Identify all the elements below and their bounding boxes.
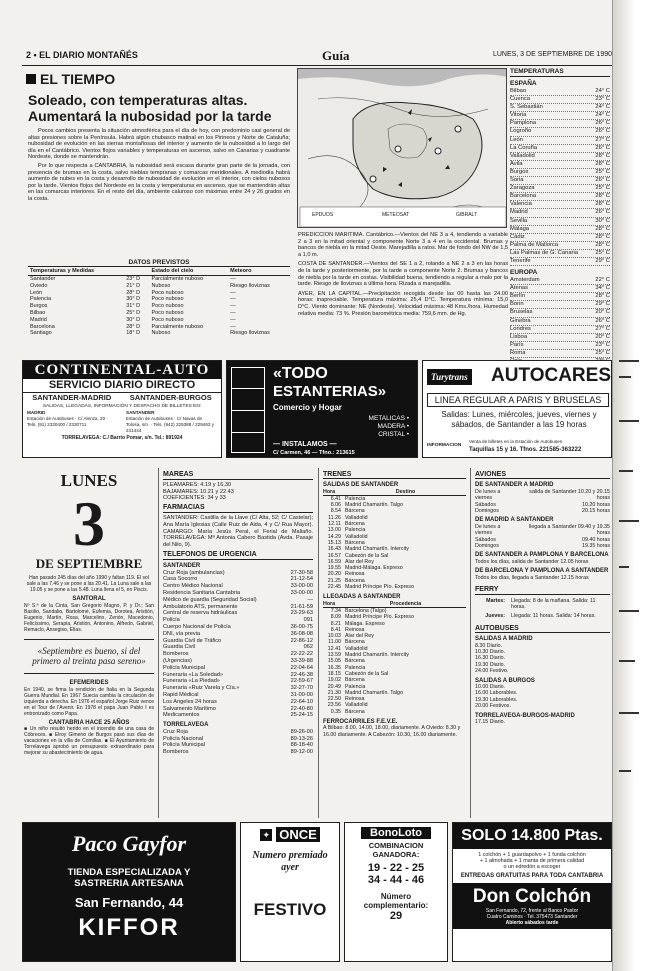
emergency-santander-title: SANTANDER (163, 562, 201, 569)
colchon-price: SOLO 14.800 Ptas. (453, 823, 611, 849)
train-row: 20.20 Reinosa (327, 571, 365, 578)
bonoloto-label: COMBINACION (368, 841, 424, 850)
train-row: 19.02 Bárcena (327, 677, 365, 684)
city-temperature: Málaga 28° C (510, 226, 610, 234)
phone-row: Casa Socorro 21-12-54 (163, 576, 313, 583)
weather-article (28, 128, 290, 205)
gayfor-address: San Fernando, 44 (74, 895, 184, 910)
flights-title: AVIONES (475, 472, 610, 479)
city-temperature: Barcelona 28° C (510, 193, 610, 201)
pharmacies-text: SANTANDER: Castilla de la Llave (C/ Alta, 52; C/ Castelar); Ana María Iglesias (Calle Ruiz de Alda, 4 y C/ Rua Mayor). CAMARGO: María Jesús Peral, el Ferial de Maliaño. TORRELAVEGA: Mª Antonia Cabero Bastida (Avda. Pasaje del Nilo, 9). (163, 514, 313, 549)
turytrans-info: Venta de billetes en la Estación de Autobuses (469, 439, 562, 444)
flight-row: Domingos 20.15 horas (475, 508, 610, 515)
train-row: 6.41 Palencia (330, 495, 366, 502)
forecast-cell: Riesgo lloviznas (230, 282, 270, 289)
europe-temperatures (510, 277, 610, 366)
flight-row: De lunes a viernes salida de Santander 10.20 y 20.15 horas (475, 488, 610, 502)
forecast-cell: 23° D (126, 276, 141, 282)
city-temperature: Zaragoza 25° C (510, 185, 610, 193)
bus-row: 19.30 Diario. (475, 661, 506, 668)
phone-row: Cruz Roja 89-26-00 (163, 728, 313, 735)
train-row: 20.49 Palencia (327, 683, 366, 690)
forecast-cell: 30° D (126, 296, 141, 303)
train-row: 21.30 Madrid Chamartín. Talgo (327, 689, 403, 696)
city-temperature: París 23° C (510, 342, 610, 350)
forecast-cell: León (30, 289, 43, 296)
coast-prediction: COSTA DE SANTANDER.—Vientos del SE 1 a 2, rolando a NE 2 a 3 en las horas de la tarde y posteriormente, por la tarde a componente Norte 2. Brumas y bancos de niebla por la tarde en costas. Visibilidad buena, tendiendo a regular a malo por la tarde. Riesgo de lloviznas a última hora. Rizada a marejadilla. (298, 261, 508, 288)
forecast-cell: Santander (30, 276, 56, 282)
turytrans-title: AUTOCARES (491, 365, 611, 386)
train-row: 16.57 Cabezón de la Sal (327, 552, 389, 559)
train-row: 8.41 Reinosa (330, 626, 365, 633)
city-temperature: Cádiz 28° C (510, 234, 610, 242)
estanterias-line1: «TODO (273, 365, 328, 382)
flight-row: De lunes a viernes llegada a Santander 09.40 y 19.35 horas (475, 523, 610, 537)
buses-title: AUTOBUSES (475, 626, 610, 633)
city-temperature: Amsterdam 22° C (510, 277, 610, 285)
continental-route: SANTANDER-BURGOS (129, 393, 212, 402)
forecast-cell: Oviedo (30, 282, 48, 289)
flight-row: Sábados 09.40 horas (475, 536, 610, 543)
tides-coef: COEFICIENTES: 34 y 33 (163, 495, 226, 502)
city-temperature: Burgos 25° C (510, 169, 610, 177)
phone-row: Salvamento Marítimo 22-40-80 (163, 705, 313, 712)
weather-paragraph: Pocos cambios presenta la situación atmosférica para el día de hoy, con predominio casi general de altas presiones sobre la Península. Habrá algún chubasco matinal en los Pirineos y Norte de Cataluña; nubosidad de evolución en las sierras montañosas del interior y aumento de la nubosidad a lo largo del día en el Cantábrico. Vientos flojos variables y temperaturas en ascenso, salvo en Canarias y cuadrante Nordeste, donde se mantendrán. (28, 128, 290, 161)
once-ad (240, 822, 340, 962)
forecast-row (28, 303, 290, 310)
services-column (163, 472, 313, 756)
weather-map-graphic (298, 69, 507, 228)
trains-arrivals (323, 608, 466, 715)
bus-route: SALIDAS A MADRID (475, 636, 533, 643)
phone-row: Médico de guardia (Seguridad Social) — (163, 596, 313, 603)
trains-title: TRENES (323, 472, 466, 479)
once-result: FESTIVO (253, 900, 327, 919)
saints-title: SANTORAL (72, 596, 106, 602)
turytrans-phones: Taquillas 15 y 16. Tfnos. 221585-363222 (469, 447, 582, 453)
phone-row: Ambulatorio ATS, permanente 21-61-59 (163, 603, 313, 610)
phone-row: Central de reserva hidráulicas 23-29-63 (163, 610, 313, 617)
train-row: 14.29 Valladolid (327, 533, 368, 540)
flight-route: DE BARCELONA Y PAMPLONA A SANTANDER (475, 568, 609, 575)
turytrans-line: LINEA REGULAR A PARIS Y BRUSELAS (427, 393, 609, 407)
forecast-row (28, 290, 290, 297)
bonoloto-comp-label: complementario: (363, 901, 429, 910)
weather-headline: Soleado, con temperaturas altas. Aumentará la nubosidad por la tarde (28, 92, 272, 124)
cantabria-ago-text: ■ Un niño resultó herido en el incendio de una casa de Cóbreces. ■ Elroy Gimeno de Burgos pasó sus días de vacaciones en la villa de Comillas. ■ El Ayuntamiento de Torrelavega aprobó un presupuesto extraordinario para mejorar su abastecimiento de agua. (24, 726, 154, 757)
forecast-cell: — (230, 309, 236, 316)
forecast-cell: Palencia (30, 296, 52, 303)
city-temperature: Sevilla 30° C (510, 218, 610, 226)
ferry-title: FERRY (475, 587, 610, 594)
trains-departures (323, 496, 466, 590)
page-header (22, 48, 612, 66)
city-temperature: Lisboa 20° C (510, 334, 610, 342)
city-temperature: Palma de Mallorca 28° C (510, 242, 610, 250)
weather-paragraph: Por lo que respecta a CANTABRIA, la nubosidad será escasa durante gran parte de la jornada, con presencia de brumas en la costa, salvo nieblas tempranas y comarcas meridionales. A mediodía habrá aumento de nubes en la costa y desarrollo de nubosidad de evolución en el interior, con cielos nubosos por la tarde. Vientos flojos del Nordeste en la costa y temperaturas en ascenso, que se mantendrán altas en las comarcas interiores. En el resto del día, ambiente caluroso con máximas entre 24 y 26 grados en la costa. (28, 162, 290, 202)
feve-title: FERROCARRILES F.E.V.E. (323, 718, 398, 725)
emergency-title: TELEFONOS DE URGENCIA (163, 552, 313, 560)
forecast-col-header: Estado del cielo (149, 267, 228, 276)
forecast-row (28, 317, 290, 324)
continental-madrid-title: MADRID (27, 410, 46, 415)
emergency-torrelavega-title: TORRELAVEGA (163, 722, 209, 729)
trains-column: TRENES SALIDAS DE SANTANDER Hora Destino 6.41 Palencia 8.06 Madrid Chamartín. Talgo 8.54 Bárcena 11.26 Valladolid 12.11 Bárcena 13.00 Palencia 14.29 Valladolid 15.13 Bárcena 16.43 Madrid Chamartín. Intercity 16.57 Cabezón de la Sal 16.59 Alar del Rey 19.55 Madrid-Málaga. Expreso 20.20 Reinosa 21.25 Bárcena 22.45 Madrid Príncipe Pío. Expreso LLEGADAS A SANTANDER Hora Procedencia 7.34 Barcelona (Talgo) 8.09 Madrid Príncipe Pío. Expreso 8.21 Málaga. Expreso 8.41 Reinosa 10.03 Alar del Rey 11.00 Bárcena 12.41 Valladolid 13.59 Madrid Chamartín. Intercity 15.05 Bárcena 16.35 Palencia 18.15 Cabezón de la Sal 19.02 Bárcena 20.49 Palencia 21.30 Madrid Chamartín. Talgo 22.50 Reinosa 23.56 Valladolid 0.35 Bárcena FERROCARRILES F.E.V.E. A Bilbao: 8.00, 14.00, 18.00, diariamente. A Oviedo: 8.30 y 16.00 diariamente. A Cabezón: 10.30, 16.00 diariamente. (323, 472, 466, 738)
pharmacies-title: FARMACIAS (163, 505, 313, 513)
section-name: Guía (322, 48, 350, 63)
estanterias-material: MADERA • (377, 423, 409, 430)
forecast-cell: 18° D (126, 330, 141, 337)
continental-logo: CONTINENTAL-AUTO (23, 361, 221, 379)
phone-row: Bomberos 89-12-00 (163, 749, 313, 756)
forecast-cell: Poco nuboso (151, 309, 184, 316)
bus-row: 24.00 Festivo. (475, 668, 509, 675)
colchon-offer: o un edredón a escoger (503, 864, 561, 870)
flight-info: Todos los días, llegada a Santander 12.15 horas (475, 574, 589, 581)
flight-route: DE SANTANDER A MADRID (475, 482, 554, 489)
colchon-offer: + 1 almohada + 1 manta de primera calidad (479, 858, 585, 864)
phone-row: Policía Municipal 88-18-40 (163, 742, 313, 749)
bonoloto-numbers: 34 - 44 - 46 (367, 874, 425, 886)
train-row: 18.15 Cabezón de la Sal (327, 670, 389, 677)
bonoloto-logo: BonoLoto (361, 827, 431, 839)
phone-row: Cruz Roja (ambulancias) 27-30-58 (163, 569, 313, 576)
train-row: 7.34 Barcelona (Talgo) (330, 607, 387, 614)
bullet-square-icon (26, 74, 36, 84)
city-temperature: Bilbao 24° C (510, 88, 610, 96)
train-row: 22.50 Reinosa (327, 696, 365, 703)
forecast-cell: Nuboso (151, 330, 171, 337)
day-info: Han pasado 245 días del año 1990 y faltan 119. El sol sale a las 7.46 y se pone a las 20.41. La Luna sale a las 19.05 y se pone a las 5.48. Luna llena el 5, en Piscis. (26, 575, 152, 593)
forecast-cell: Madrid (30, 316, 47, 323)
bus-row: 8.30 Diario. (475, 642, 503, 649)
phone-row: Policía 091 (163, 617, 313, 624)
paco-gayfor-ad (22, 822, 236, 962)
colchon-phone: Cuatro Caminos · Tel. 375473 Santander (486, 914, 578, 920)
phone-row: (Urgencias) 33-39-88 (163, 657, 313, 664)
map-label: METEOSAT (382, 212, 410, 218)
forecast-cell: — (230, 303, 236, 310)
bonoloto-comp-number: 29 (389, 910, 403, 922)
turytrans-ad (422, 360, 612, 458)
forecast-cell: Santiago (30, 330, 52, 337)
bus-row: 10.00 Diario. (475, 683, 506, 690)
forecast-cell: Poco nuboso (151, 316, 184, 323)
bus-row: 16.30 Diario. (475, 655, 506, 662)
flight-route: DE SANTANDER A PAMPLONA Y BARCELONA (475, 552, 609, 559)
city-temperature: Logroño 26° C (510, 128, 610, 136)
continental-subtitle: SALIDAS, LLEGADAS, INFORMACIÓN Y DESPACHO DE BILLETES EN: (42, 404, 202, 409)
bonoloto-numbers: 19 - 22 - 25 (367, 862, 425, 874)
train-row: 23.56 Valladolid (327, 702, 368, 709)
city-temperature: La Coruña 26° C (510, 145, 610, 153)
forecast-col-header: Temperaturas y Medidas (28, 267, 124, 276)
once-logo: ONCE (276, 827, 320, 842)
gayfor-line1: TIENDA ESPECIALIZADA Y (67, 867, 191, 878)
ephemerides-text: En 1940, se firma la rendición de Italia en la Segunda Guerra Mundial. En 1967 Suecia cambia la circulación de izquierda a derecha. En 1976 el español Jorge Ruiz vence en el Tour de l'Avenir. En 1978 el papa Juan Pablo I es entronizado como Papa. (24, 686, 154, 717)
forecast-row (28, 276, 290, 283)
forecast-cell: 28° D (126, 289, 141, 296)
colchon-address: San Fernando, 72, frente al Banco Pastor (485, 908, 579, 914)
city-temperature: S. Sebastián 24° C (510, 104, 610, 112)
estanterias-line2: ESTANTERIAS» (273, 383, 387, 400)
bus-row: 17.15 Diario. (475, 719, 506, 725)
train-row: 12.41 Valladolid (327, 645, 368, 652)
don-colchon-ad (452, 822, 612, 962)
temperatures-title: TEMPERATURAS (510, 68, 610, 77)
phone-row: Guardia Civil de Tráfico 22-86-12 (163, 637, 313, 644)
next-page-edge (612, 0, 650, 971)
phone-row: Residencia Sanitaria Cantabria 33-00-00 (163, 589, 313, 596)
forecast-table (28, 267, 290, 337)
bus-row: 10.30 Diario. (475, 648, 506, 655)
forecast-cell: Bilbao (30, 309, 46, 316)
spain-temperatures (510, 88, 610, 266)
train-row: 10.03 Alar del Rey (327, 633, 374, 640)
city-temperature: Tenerife 29° C (510, 258, 610, 266)
shelf-icon (231, 367, 265, 453)
phone-row: Los Angeles 24 horas 22-64-10 (163, 698, 313, 705)
transport-column: AVIONES DE SANTANDER A MADRID De lunes a viernes salida de Santander 10.20 y 20.15 horas Sábados 10.20 horas Domingos 20.15 horas DE MADRID A SANTANDER De lunes a viernes llegada a Santander 09.40 y 19.35 horas Sábados 09.40 horas Domingos 19.35 horas DE SANTANDER A PAMPLONA Y BARCELONA Todos los días, salida de Santander 12.05 horas DE BARCELONA Y PAMPLONA A SANTANDER Todos los días, llegada a Santander 12.15 horas FERRY Martes: Llegada: 8 de la mañana. Salida: 11 horas. Jueves: Llegada: 11 horas. Salida: 14 horas. AUTOBUSES SALIDAS A MADRID 8.30 Diario. 10.30 Diario. 16.30 Diario. 19.30 Diario. 24.00 Festivo. SALIDAS A BURGOS 10.00 Diario. 16.00 Laborables. 19.30 Laborables. 20.00 Festivos. TORRELAVEGA-BURGOS-MADRID 17.15 Diario. (475, 471, 610, 725)
saints-text: Nº S.ª de la Cinta, San Gregorio Magno, P. y Dr.; San Basilio, Sandalio, Bartolomé, Eufemia, Dorotea, Aristión, Eugenio, Martín, Rosa, Marcelino, Zenón, Macedonio, Felicíssimo, Serapia, Aristión, Antonino, Alfredo, Gabriel, Remaclo, Ansegiso, Elías. (24, 602, 154, 633)
once-subtitle: Numero premiado ayer (252, 850, 328, 873)
city-temperature: Bruselas 20° C (510, 309, 610, 317)
city-temperature: Cuenca 23° C (510, 96, 610, 104)
day-number: 3 (73, 488, 105, 559)
maritime-prediction: PREDICCION MARITIMA. Cantábrico.—Vientos del NE 3 a 4, tendiendo a variable 2 a 3 en la mitad oriental y componente Norte 3 a 4 en la occidental. Brumas y bancos de niebla en la mitad Oeste. Marejadilla a ratos. Mar de fondo del NW de 1,5 a 1,0 m. (298, 232, 508, 258)
maritime-forecast (298, 232, 508, 320)
colchon-offer: 1 colchón + 1 guardapolvo + 1 funda colchón (478, 852, 586, 858)
train-row: 8.54 Bárcena (330, 508, 365, 515)
forecast-row (28, 283, 290, 290)
forecast-row (28, 324, 290, 331)
city-temperature: Roma 25° C (510, 350, 610, 358)
turytrans-info-label: INFORMACION (427, 443, 462, 448)
phone-row: Bomberos 22-22-22 (163, 651, 313, 658)
weather-section-title: EL TIEMPO (26, 71, 115, 87)
weather-map (297, 68, 507, 228)
weekday: LUNES (60, 471, 118, 490)
forecast-cell: Parcialmente nuboso (151, 323, 204, 330)
phone-row: Cuerpo Nacional de Policía 36-00-75 (163, 623, 313, 630)
forecast-cell: Riesgo lloviznas (230, 330, 270, 337)
forecast-cell: — (230, 276, 236, 282)
estanterias-material: CRISTAL • (378, 431, 409, 438)
colchon-delivery: ENTREGAS GRATUITAS PARA TODA CANTABRIA (460, 873, 604, 879)
estanterias-sub: Comercio y Hogar (273, 403, 342, 412)
train-row: 15.13 Bárcena (327, 539, 365, 546)
flight-row: Domingos 19.35 horas (475, 543, 610, 550)
page-number: 2 • EL DIARIO MONTAÑÉS (26, 50, 138, 60)
train-row: 13.59 Madrid Chamartín. Intercity (327, 652, 409, 659)
temperatures-panel (510, 68, 610, 366)
feve-text: A Bilbao: 8.00, 14.00, 18.00, diariamente. A Oviedo: 8.30 y 16.00 diariamente. A Cabezón: 10.30, 16.00 diariamente. (323, 725, 461, 738)
city-temperature: Ginebra 26° C (510, 318, 610, 326)
continental-auto-ad (22, 360, 222, 458)
city-temperature: Avila 28° C (510, 161, 610, 169)
phone-row: Guardia Civil 062 (163, 644, 313, 651)
city-temperature: Valencia 28° C (510, 201, 610, 209)
trains-arrivals-title: LLEGADAS A SANTANDER (323, 594, 401, 601)
map-label: GIBRALT (456, 212, 478, 218)
train-row: 16.43 Madrid Chamartín. Intercity (327, 546, 409, 553)
day-column (24, 470, 154, 756)
train-row: 11.26 Valladolid (328, 514, 368, 521)
train-row: 22.45 Madrid Príncipe Pío. Expreso (327, 584, 414, 591)
train-row: 0.35 Bárcena (330, 708, 365, 715)
city-temperature: Bonn 29° C (510, 301, 610, 309)
city-temperature: Vitoria 24° C (510, 112, 610, 120)
bus-route: TORRELAVEGA-BURGOS-MADRID (475, 712, 575, 719)
phone-row: DNI, vía previa 36-08-08 (163, 630, 313, 637)
month: DE SEPTIEMBRE (35, 556, 143, 571)
forecast-cell: Burgos (30, 303, 48, 310)
train-row: 11.00 Bárcena (328, 639, 365, 646)
estanterias-install: — INSTALAMOS — (273, 441, 337, 448)
continental-santander-title: SANTANDER (126, 410, 155, 415)
gayfor-brand: KIFFOR (78, 914, 180, 941)
city-temperature: Valladolid 28° C (510, 153, 610, 161)
forecast-cell: 28° D (126, 323, 141, 330)
train-row: 21.25 Bárcena (327, 577, 365, 584)
spain-title: ESPAÑA (510, 80, 537, 87)
estanterias-material: METALICAS • (368, 415, 409, 422)
gayfor-line2: SASTRERIA ARTESANA (74, 878, 184, 889)
ferry-tuesday: Llegada: 8 de la mañana. Salida: 11 horas. (511, 597, 596, 610)
city-temperature: Berlín 28° C (510, 293, 610, 301)
continental-torrelavega: TORRELAVEGA: C./ Barrio Pomar, s/n. Tel.: 891924 (61, 435, 183, 441)
issue-date: LUNES, 3 DE SEPTIEMBRE DE 1990 (492, 51, 612, 58)
city-temperature: Pamplona 26° C (510, 120, 610, 128)
train-row: 8.06 Madrid Chamartín. Talgo (330, 502, 403, 509)
ferry-thursday: Llegada: 11 horas. Salida: 14 horas. (511, 613, 596, 620)
forecast-cell: 25° D (126, 309, 141, 316)
phone-row: Medicamentos 25-24-15 (163, 712, 313, 719)
bus-row: 19.30 Laborables. (475, 696, 518, 703)
train-row: 19.55 Madrid-Málaga. Expreso (327, 565, 403, 572)
city-temperature: Londres 27° C (510, 326, 610, 334)
train-row: 8.09 Madrid Príncipe Pío. Expreso (330, 614, 414, 621)
forecast-cell: — (230, 289, 236, 296)
tides-title: MAREAS (163, 472, 313, 480)
tides-low: BAJAMARES: 10.21 y 22.43 (163, 488, 234, 495)
forecast-title: DATOS PREVISTOS (28, 259, 290, 267)
phone-row: Funeraria «Ruiz Varela y Cía.» 32-27-70 (163, 685, 313, 692)
phone-row: Funeraria «La Soledad» 22-46-38 (163, 671, 313, 678)
turytrans-logo: Turytrans (427, 369, 472, 385)
forecast-row (28, 310, 290, 317)
proverb: «Septiembre es bueno, si del primero al treinta pasa sereno» (24, 639, 154, 674)
flight-route: DE MADRID A SANTANDER (475, 517, 554, 524)
emergency-torrelavega-list (163, 729, 313, 756)
colchon-brand: Don Colchón (472, 886, 592, 907)
forecast-row (28, 330, 290, 337)
phone-row: Funeraria «La Piedad» 22-59-67 (163, 678, 313, 685)
emergency-list (163, 570, 313, 720)
train-row: 8.21 Málaga. Expreso (330, 620, 385, 627)
phone-row: Policía Municipal 22-04-64 (163, 664, 313, 671)
forecast-cell: Poco nuboso (151, 289, 184, 296)
continental-madrid-address: Estación de Autobuses · C/ Alenza, 20 · Tels. (91) 2330400 / 2330711 (27, 416, 108, 427)
bus-row: 16.00 Laborables. (475, 690, 518, 697)
trains-departures-title: SALIDAS DE SANTANDER (323, 482, 399, 489)
continental-route: SANTANDER-MADRID (32, 393, 112, 402)
bonoloto-comp-label: Número (380, 892, 412, 901)
city-temperature: León 27° C (510, 137, 610, 145)
yesterday-data: AYER, EN LA CAPITAL.—Precipitación recogida desde las 00 hasta las 24.00 horas: inapreciable. Temperatura máxima: 25,4 D°C. Temperatura mínima: 15,0 D°C. Viento dominante: NE (Nordeste). Velocidad máxima: 48 Kms./hora. Humedad relativa media: 73 %. Presión barométrica media: 759,6 mm. de Hg. (298, 290, 508, 317)
forecast-row (28, 296, 290, 303)
forecast-cell: Nuboso (151, 282, 171, 289)
europe-title: EUROPA (510, 269, 538, 277)
ephemerides-title: EFEMERIDES (69, 679, 109, 686)
phone-row: Centro Médico Nacional 33-00-00 (163, 583, 313, 590)
train-row: 16.35 Palencia (327, 664, 366, 671)
city-temperature: Soria 26° C (510, 177, 610, 185)
forecast-col-header: Meteoro (228, 267, 290, 276)
city-temperature: Atenas 34° C (510, 285, 610, 293)
bus-row: 20.00 Festivos. (475, 703, 511, 710)
city-temperature: Madrid 26° C (510, 209, 610, 217)
train-row: 12.11 Bárcena (328, 521, 365, 528)
forecast-cell: — (230, 296, 236, 303)
cantabria-ago-title: CANTABRIA HACE 25 AÑOS (48, 719, 130, 726)
train-row: 16.59 Alar del Rey (327, 558, 374, 565)
forecast-cell: 21° D (126, 282, 141, 289)
forecast-cell: Parcialmente nuboso (151, 276, 204, 282)
map-label: EPDUOS (312, 212, 334, 218)
colchon-open: Abierto sábados tarde (505, 920, 559, 926)
turytrans-schedule: Salidas: Lunes, miércoles, jueves, viernes y sábados, de Santander a las 19 horas (441, 410, 597, 429)
train-row: 13.00 Palencia (327, 527, 366, 534)
flight-row: Sábados 10.20 horas (475, 501, 610, 508)
forecast-cell: 31° D (126, 303, 141, 310)
gayfor-logo: Paco Gayfor (71, 831, 187, 856)
forecast-cell: — (230, 323, 236, 330)
train-row: 15.05 Bárcena (327, 658, 365, 665)
bonoloto-label: GANADORA: (372, 850, 420, 859)
continental-service: SERVICIO DIARIO DIRECTO (23, 379, 221, 393)
flight-info: Todos los días, salida de Santander 12.05 horas (475, 558, 589, 565)
forecast-cell: Poco nuboso (151, 296, 184, 303)
once-symbol-icon: ✦ (260, 829, 272, 841)
bonoloto-ad (344, 822, 448, 962)
phone-row: Policía Nacional 89-13-26 (163, 735, 313, 742)
estanterias-ad (226, 360, 418, 458)
phone-row: Rapid Médical 31-00-00 (163, 691, 313, 698)
city-temperature: Las Palmas de G. Canaria 25° C (510, 250, 610, 258)
estanterias-address: C/ Carmen, 46 — Tfno.: 213615 (273, 450, 355, 456)
tides-high: PLEAMARES: 4.19 y 16.30 (163, 481, 232, 488)
continental-santander-address: Estación de Autobuses · C/ Navas de Tolosa, s/n. · Tels. (942) 225388 / 229463 y 241444 (126, 416, 215, 433)
forecast-cell: — (230, 316, 236, 323)
forecast-cell: Poco nuboso (151, 303, 184, 310)
forecast-cell: 30° D (126, 316, 141, 323)
bus-route: SALIDAS A BURGOS (475, 677, 535, 684)
forecast-cell: Barcelona (30, 323, 55, 330)
